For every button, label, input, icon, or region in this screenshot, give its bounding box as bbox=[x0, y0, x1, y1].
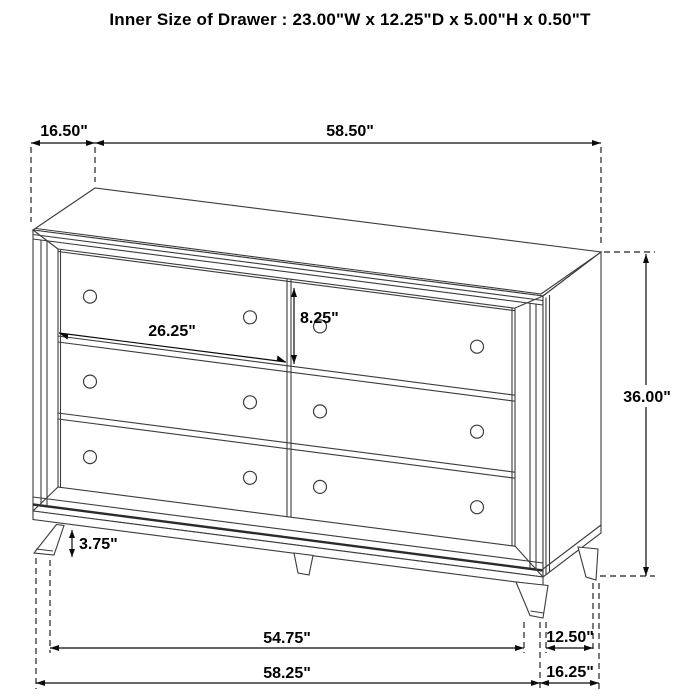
dim-label-drawer-width: 26.25" bbox=[148, 323, 196, 340]
dim-label-side-span-inner: 12.50" bbox=[546, 629, 594, 646]
drawer-knob bbox=[471, 425, 484, 438]
drawer-knob bbox=[244, 311, 257, 324]
drawer-knob bbox=[314, 405, 327, 418]
dim-label-height: 36.00" bbox=[623, 389, 671, 406]
dim-label-top-depth: 16.50" bbox=[40, 123, 88, 140]
dim-label-top-width: 58.50" bbox=[326, 123, 374, 140]
dim-label-front-span-outer: 58.25" bbox=[263, 665, 311, 682]
front-center-leg bbox=[294, 553, 313, 575]
drawer-knob bbox=[84, 375, 97, 388]
drawer-knob bbox=[471, 340, 484, 353]
drawer-knob bbox=[244, 396, 257, 409]
dim-label-front-span-inner: 54.75" bbox=[263, 630, 311, 647]
dim-label-leg-height: 3.75" bbox=[79, 536, 118, 553]
drawer-knob bbox=[314, 480, 327, 493]
drawer-knob bbox=[471, 501, 484, 514]
diagram-title: Inner Size of Drawer : 23.00"W x 12.25"D x 5.00"H x 0.50"T bbox=[109, 10, 591, 29]
dim-label-drawer-height: 8.25" bbox=[300, 310, 339, 327]
back-right-leg bbox=[578, 547, 598, 580]
drawer-knob bbox=[84, 290, 97, 303]
drawer-knob bbox=[244, 471, 257, 484]
dresser-right-face bbox=[543, 252, 601, 577]
dim-label-side-span-outer: 16.25" bbox=[546, 664, 594, 681]
drawer-knob bbox=[84, 451, 97, 464]
